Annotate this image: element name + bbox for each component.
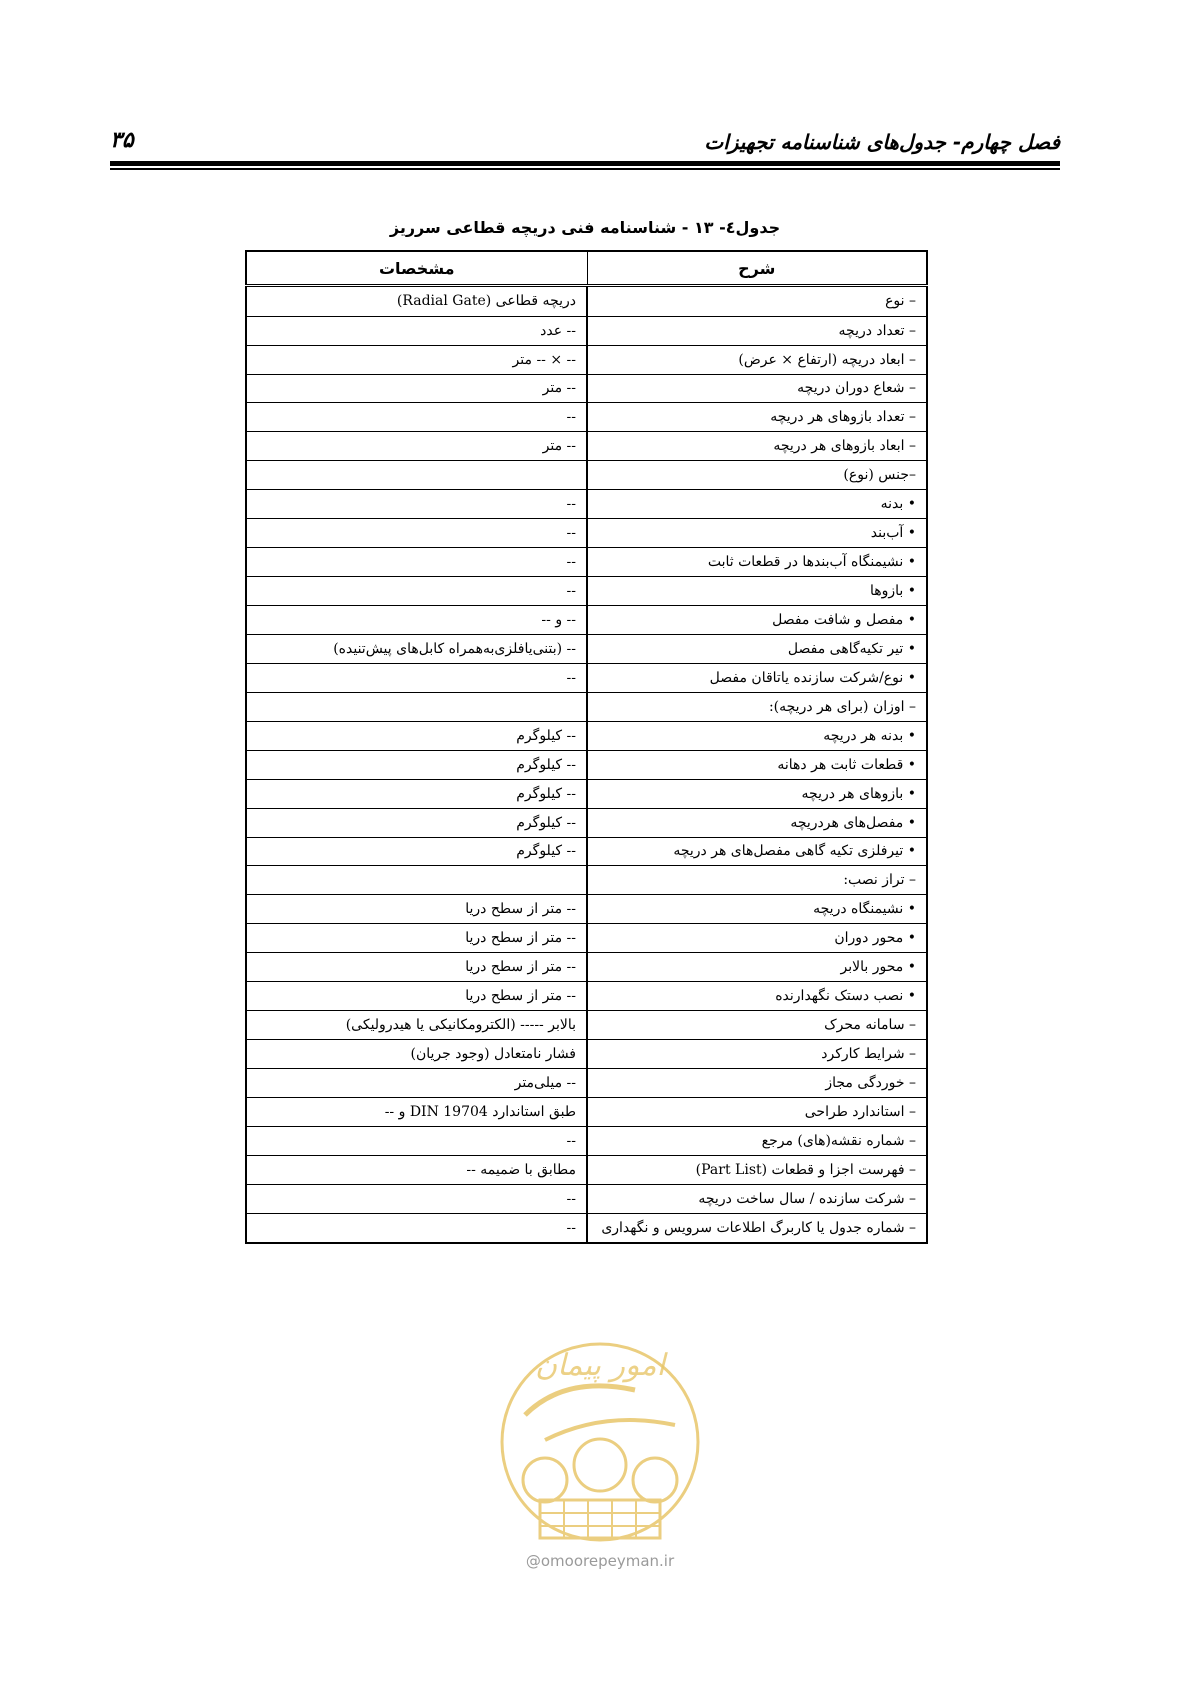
row-description: –جنس (نوع) xyxy=(587,461,927,490)
row-specification: -- xyxy=(246,577,587,606)
row-specification: -- عدد xyxy=(246,316,587,345)
row-description: – شرکت سازنده / سال ساخت دریچه xyxy=(587,1184,927,1213)
table-row xyxy=(246,953,927,982)
watermark-url: @omoorepeyman.ir xyxy=(525,1552,675,1570)
row-description: – شرایط کارکرد xyxy=(587,1040,927,1069)
row-description: – استاندارد طراحی xyxy=(587,1097,927,1126)
row-specification: -- xyxy=(246,1126,587,1155)
row-description: – سامانه محرک xyxy=(587,1011,927,1040)
row-specification: -- و -- xyxy=(246,606,587,635)
row-specification: -- xyxy=(246,663,587,692)
row-specification: فشار نامتعادل (وجود جریان) xyxy=(246,1040,587,1069)
row-description: • نوع/شرکت سازنده یاتاقان مفصل xyxy=(587,663,927,692)
table-row xyxy=(246,866,927,895)
table-row xyxy=(246,1213,927,1243)
row-description: • بدنه xyxy=(587,490,927,519)
table-row xyxy=(246,461,927,490)
table-row xyxy=(246,606,927,635)
table-row xyxy=(246,750,927,779)
table-row xyxy=(246,837,927,866)
table-row xyxy=(246,548,927,577)
row-description: • نشیمنگاه آب‌بندها در قطعات ثابت xyxy=(587,548,927,577)
header-specification: مشخصات xyxy=(246,251,587,286)
table-row xyxy=(246,779,927,808)
row-specification: -- میلی‌متر xyxy=(246,1069,587,1098)
table-row xyxy=(246,895,927,924)
page-number: ۳۵ xyxy=(110,128,134,153)
row-specification: بالابر ----- (الکترومکانیکی یا هیدرولیکی) xyxy=(246,1011,587,1040)
row-description: • تیر تکیه‌گاهی مفصل xyxy=(587,634,927,663)
row-description: • بدنه هر دریچه xyxy=(587,721,927,750)
row-description: – ابعاد دریچه (ارتفاع × عرض) xyxy=(587,345,927,374)
table-row xyxy=(246,1069,927,1098)
watermark-logo xyxy=(485,1330,715,1580)
row-description: • بازوها xyxy=(587,577,927,606)
row-specification: -- کیلوگرم xyxy=(246,721,587,750)
row-specification: -- متر از سطح دریا xyxy=(246,982,587,1011)
row-specification: -- متر از سطح دریا xyxy=(246,895,587,924)
row-specification: دریچه قطاعی (Radial Gate) xyxy=(246,286,587,317)
row-specification: -- متر از سطح دریا xyxy=(246,953,587,982)
row-description: • مفصل‌های هردریچه xyxy=(587,808,927,837)
row-description: – خوردگی مجاز xyxy=(587,1069,927,1098)
row-description: • مفصل و شافت مفصل xyxy=(587,606,927,635)
table-row xyxy=(246,924,927,953)
table-row xyxy=(246,345,927,374)
row-specification: -- xyxy=(246,1184,587,1213)
row-specification: مطابق با ضمیمه -- xyxy=(246,1155,587,1184)
row-specification: -- کیلوگرم xyxy=(246,779,587,808)
row-description: – شعاع دوران دریچه xyxy=(587,374,927,403)
row-description: • بازوهای هر دریچه xyxy=(587,779,927,808)
row-description: – تعداد دریچه xyxy=(587,316,927,345)
row-specification: -- × -- متر xyxy=(246,345,587,374)
row-description: • آب‌بند xyxy=(587,519,927,548)
table-row xyxy=(246,634,927,663)
header-description: شرح xyxy=(587,251,927,286)
table-row xyxy=(246,1184,927,1213)
row-description: • محور بالابر xyxy=(587,953,927,982)
row-description: – تعداد بازوهای هر دریچه xyxy=(587,403,927,432)
row-specification: -- کیلوگرم xyxy=(246,750,587,779)
table-header-row xyxy=(246,251,927,286)
table-row xyxy=(246,490,927,519)
table-row xyxy=(246,1040,927,1069)
row-description: • نشیمنگاه دریچه xyxy=(587,895,927,924)
table-row xyxy=(246,1097,927,1126)
header-rule-thin xyxy=(110,168,1060,170)
table-row xyxy=(246,663,927,692)
row-description: – تراز نصب: xyxy=(587,866,927,895)
row-description: – فهرست اجزا و قطعات (Part List) xyxy=(587,1155,927,1184)
table-row xyxy=(246,1155,927,1184)
row-specification: -- متر xyxy=(246,374,587,403)
row-description: • محور دوران xyxy=(587,924,927,953)
row-specification: -- متر xyxy=(246,432,587,461)
table-row xyxy=(246,577,927,606)
watermark-logo-text: امور پیمان xyxy=(535,1348,665,1383)
page-header xyxy=(110,118,1060,158)
row-specification: -- متر از سطح دریا xyxy=(246,924,587,953)
table-row xyxy=(246,519,927,548)
row-description: • تیرفلزی تکیه گاهی مفصل‌های هر دریچه xyxy=(587,837,927,866)
table-row xyxy=(246,432,927,461)
row-specification: طبق استاندارد DIN 19704 و -- xyxy=(246,1097,587,1126)
row-specification: -- کیلوگرم xyxy=(246,808,587,837)
row-description: • نصب دستک نگهدارنده xyxy=(587,982,927,1011)
row-description: – ابعاد بازوهای هر دریچه xyxy=(587,432,927,461)
table-row xyxy=(246,403,927,432)
table-row xyxy=(246,1126,927,1155)
chapter-title: فصل چهارم- جدول‌های شناسنامه تجهیزات xyxy=(704,130,1060,154)
row-specification: -- xyxy=(246,548,587,577)
row-specification: -- xyxy=(246,519,587,548)
row-specification xyxy=(246,866,587,895)
row-specification: -- xyxy=(246,403,587,432)
row-specification xyxy=(246,692,587,721)
row-specification: -- xyxy=(246,1213,587,1243)
table-row xyxy=(246,692,927,721)
row-specification: -- کیلوگرم xyxy=(246,837,587,866)
table-row xyxy=(246,982,927,1011)
spec-table xyxy=(245,250,928,1244)
row-description: – شماره جدول یا کاربرگ اطلاعات سرویس و نگهداری xyxy=(587,1213,927,1243)
header-rule-thick xyxy=(110,161,1060,166)
row-description: – اوزان (برای هر دریچه): xyxy=(587,692,927,721)
row-description: • قطعات ثابت هر دهانه xyxy=(587,750,927,779)
table-title: جدول٤- ١٣ - شناسنامه فنی دریچه قطاعی سرریز xyxy=(389,218,781,237)
table-row xyxy=(246,316,927,345)
table-row xyxy=(246,808,927,837)
row-description: – نوع xyxy=(587,286,927,317)
row-description: – شماره نقشه(های) مرجع xyxy=(587,1126,927,1155)
table-row xyxy=(246,286,927,317)
table-row xyxy=(246,1011,927,1040)
row-specification: -- xyxy=(246,490,587,519)
table-row xyxy=(246,721,927,750)
row-specification xyxy=(246,461,587,490)
table-row xyxy=(246,374,927,403)
row-specification: -- (بتنی‌یافلزی‌به‌همراه کابل‌های پیش‌تنیده) xyxy=(246,634,587,663)
